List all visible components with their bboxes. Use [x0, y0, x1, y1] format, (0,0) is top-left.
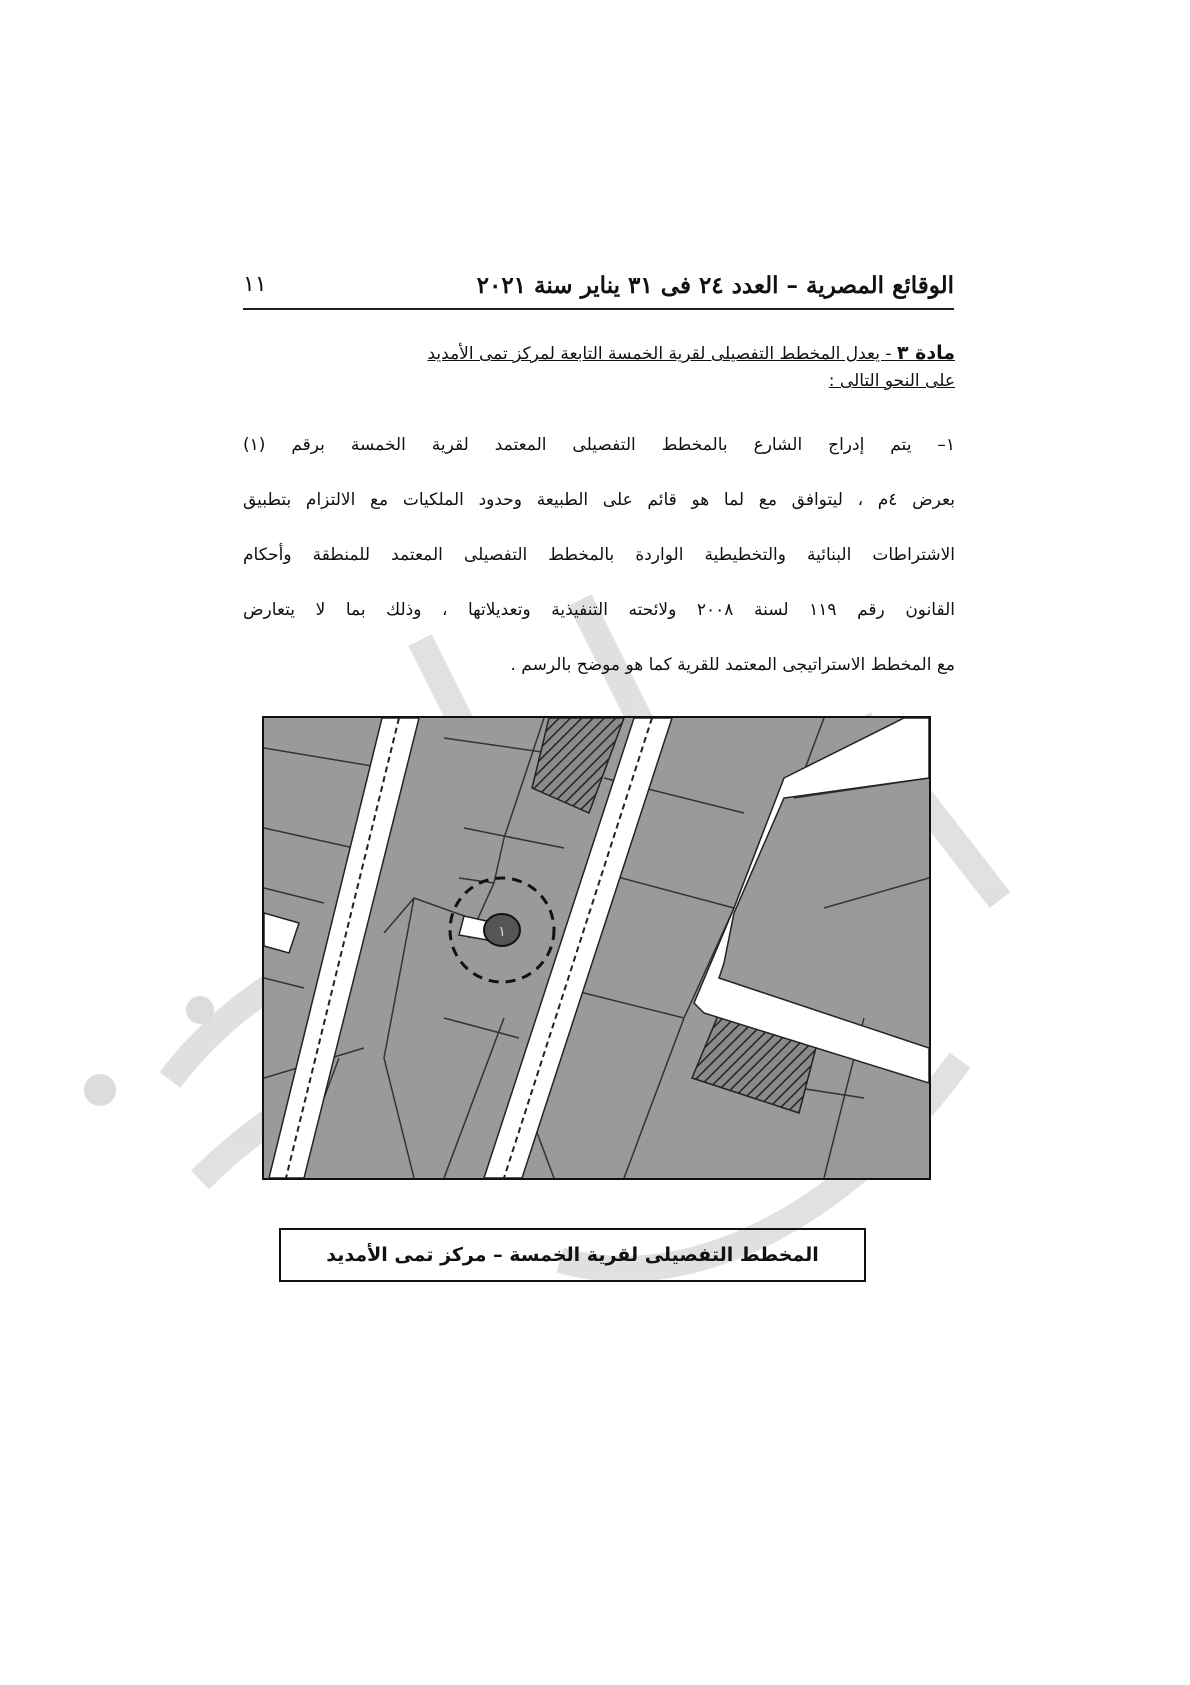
paragraph-line: ١– يتم إدراج الشارع بالمخطط التفصيلى المعتمد لقرية الخمسة برقم (١)	[243, 435, 955, 455]
paragraph-line: القانون رقم ١١٩ لسنة ٢٠٠٨ ولائحته التنفيذية وتعديلاتها ، وذلك بما لا يتعارض	[243, 600, 955, 620]
map-drawing	[264, 718, 929, 1178]
article-line-1	[243, 340, 955, 368]
article-3	[243, 340, 955, 395]
page-number: ١١	[243, 272, 267, 297]
article-paragraph	[243, 430, 955, 705]
paragraph-line: بعرض ٤م ، ليتوافق مع لما هو قائم على الطبيعة وحدود الملكيات مع الالتزام بتطبيق	[243, 490, 955, 510]
gazette-title: الوقائع المصرية – العدد ٢٤ فى ٣١ يناير سنة ٢٠٢١	[476, 272, 954, 299]
detailed-plan-map	[262, 716, 931, 1180]
paragraph-line: مع المخطط الاستراتيجى المعتمد للقرية كما هو موضح بالرسم .	[510, 655, 955, 675]
article-heading: مادة ٣	[896, 342, 955, 364]
page-header	[243, 268, 954, 310]
map-caption: المخطط التفصيلى لقرية الخمسة – مركز تمى الأمديد	[279, 1228, 866, 1282]
article-line-1-text: - يعدل المخطط التفصيلى لقرية الخمسة التابعة لمركز تمى الأمديد	[427, 344, 897, 364]
paragraph-line: الاشتراطات البنائية والتخطيطية الواردة بالمخطط التفصيلى المعتمد للمنطقة وأحكام	[243, 545, 955, 565]
street-marker-label: ١	[498, 924, 506, 940]
article-line-2: على النحو التالى :	[828, 371, 955, 391]
